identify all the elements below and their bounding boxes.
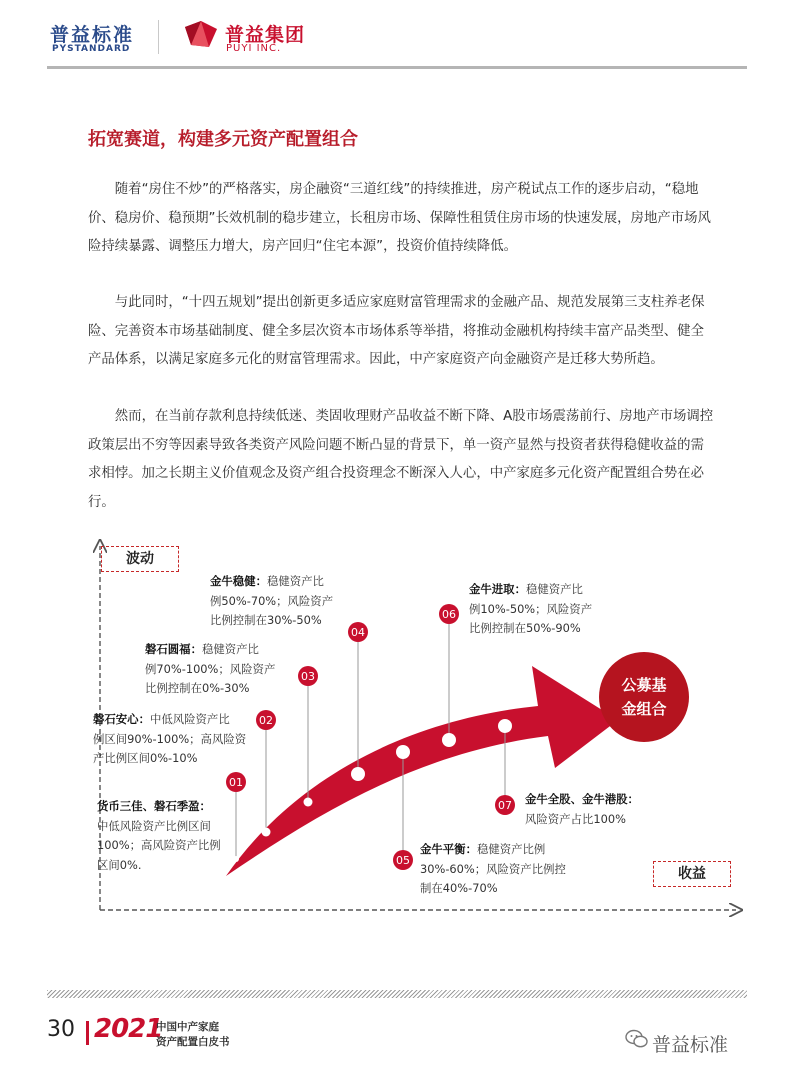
header-separator (158, 20, 159, 54)
step-label-05: 金牛平衡：稳健资产比例 30%-60%；风险资产比例控 制在40%-70% (420, 842, 566, 895)
page-number: 30 (47, 1017, 75, 1042)
step-badge-number: 04 (351, 626, 365, 639)
step-badge-number: 05 (396, 854, 410, 867)
year-divider (86, 1021, 89, 1045)
wechat-icon (625, 1028, 649, 1050)
step-label-01: 货币三佳、磐石季盈： 中低风险资产比例区间 100%；高风险资产比例 区间0%. (97, 799, 221, 872)
step-label-06: 金牛进取：稳健资产比 例10%-50%；风险资产 比例控制在50%-90% (469, 582, 593, 635)
step-node-02 (262, 828, 271, 837)
goal-label-line2: 金组合 (621, 700, 667, 718)
step-node-05 (396, 745, 410, 759)
step-node-07 (498, 719, 512, 733)
y-axis-label: 波动 (101, 546, 179, 572)
goal-label-line1: 公募基 (621, 676, 667, 694)
group-name-cn: 普益集团 (225, 24, 306, 46)
x-axis-label: 收益 (653, 861, 731, 887)
step-badge-number: 06 (442, 608, 456, 621)
step-node-03 (304, 798, 313, 807)
report-title-line2: 资产配置白皮书 (156, 1036, 230, 1048)
paragraph: 随着“房住不炒”的严格落实，房企融资“三道红线”的持续推进，房产税试点工作的逐步启动，“稳地价、稳房价、稳预期”长效机制的稳步建立，长租房市场、保障性租赁住房市场的快速发展，房地产市场风险持续暴露、调整压力增大，房产回归“住宅本源”，投资价值持续降低。 (88, 182, 711, 254)
step-badge-number: 07 (498, 799, 512, 812)
step-label-07: 金牛全股、金牛港股： 风险资产占比100% (525, 792, 639, 826)
step-label-02: 磐石安心：中低风险资产比 例区间90%-100%；高风险资 产比例区间0%-10% (93, 712, 247, 765)
section-title: 拓宽赛道，构建多元资产配置组合 (88, 129, 358, 150)
paragraph: 与此同时，“十四五规划”提出创新更多适应家庭财富管理需求的金融产品、规范发展第三支柱养老保险、完善资本市场基础制度、健全多层次资本市场体系等举措，将推动金融机构持续丰富产品类型、健全产品体系，以满足家庭多元化的财富管理需求。因此，中产家庭资产向金融资产是迁移大势所趋。 (88, 295, 705, 367)
brand-name-en: PYSTANDARD (52, 44, 131, 54)
step-badge-number: 03 (301, 670, 315, 683)
step-label-04: 金牛稳健：稳健资产比 例50%-70%；风险资产 比例控制在30%-50% (210, 574, 334, 627)
puyi-logo-icon (183, 19, 219, 49)
brand-name-cn: 普益标准 (50, 24, 135, 46)
step-badge-number: 01 (229, 776, 243, 789)
report-title-line1: 中国中产家庭 (156, 1021, 219, 1033)
year-mark: 2021 (94, 1014, 163, 1044)
step-node-04 (351, 767, 365, 781)
step-badge-number: 02 (259, 714, 273, 727)
paragraph: 然而，在当前存款利息持续低迷、类固收理财产品收益不断下降、A股市场震荡前行、房地产市场调控政策层出不穷等因素导致各类资产风险问题不断凸显的背景下，单一资产显然与投资者获得稳健收益的需求相悖。加之长期主义价值观念及资产组合投资理念不断深入人心，中产家庭多元化资产配置组合势在必行。 (88, 409, 714, 510)
header-rule (47, 66, 747, 69)
group-name-en: PUYI INC. (226, 43, 282, 54)
goal-circle (599, 652, 689, 742)
watermark: 普益标准 (652, 1034, 729, 1056)
step-label-03: 磐石圆福：稳健资产比 例70%-100%；风险资产 比例控制在0%-30% (145, 642, 276, 695)
footer-rule (47, 990, 747, 998)
step-node-06 (442, 733, 456, 747)
